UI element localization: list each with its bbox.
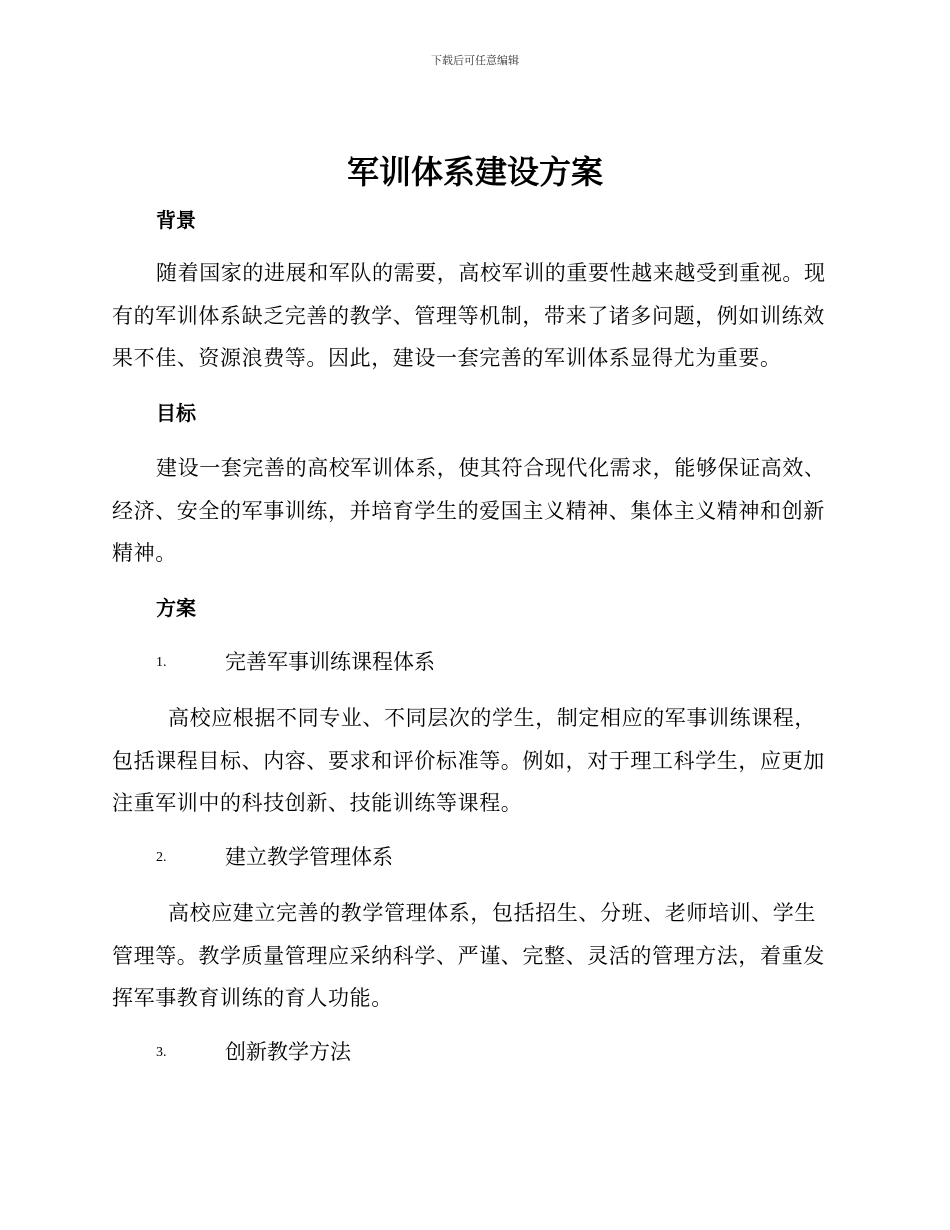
plan-item-1-paragraph: 高校应根据不同专业、不同层次的学生，制定相应的军事训练课程，包括课程目标、内容、要求和评价标准等。例如，对于理工科学生，应更加注重军训中的科技创新、技能训练等课程。: [112, 706, 825, 815]
list-number: 2.: [156, 850, 167, 865]
list-number: 3.: [156, 1045, 167, 1060]
header-note: 下载后可任意编辑: [431, 54, 519, 67]
goal-paragraph: 建设一套完善的高校军训体系，使其符合现代化需求，能够保证高效、经济、安全的军事训练，并培育学生的爱国主义精神、集体主义精神和创新精神。: [112, 456, 826, 565]
list-title: 建立教学管理体系: [225, 845, 393, 869]
document-title: 军训体系建设方案: [346, 153, 603, 191]
section-heading-plan: 方案: [156, 596, 196, 620]
list-title: 完善军事训练课程体系: [225, 650, 435, 674]
list-title: 创新教学方法: [225, 1040, 351, 1064]
section-heading-background: 背景: [156, 208, 196, 232]
list-number: 1.: [156, 655, 167, 670]
background-paragraph: 随着国家的进展和军队的需要，高校军训的重要性越来越受到重视。现有的军训体系缺乏完善的教学、管理等机制，带来了诸多问题，例如训练效果不佳、资源浪费等。因此，建设一套完善的军训体系显得尤为重要。: [112, 261, 826, 370]
plan-item-2-paragraph: 高校应建立完善的教学管理体系，包括招生、分班、老师培训、学生管理等。教学质量管理应采纳科学、严谨、完整、灵活的管理方法，着重发挥军事教育训练的育人功能。: [112, 901, 825, 1010]
section-heading-goal: 目标: [156, 401, 196, 425]
